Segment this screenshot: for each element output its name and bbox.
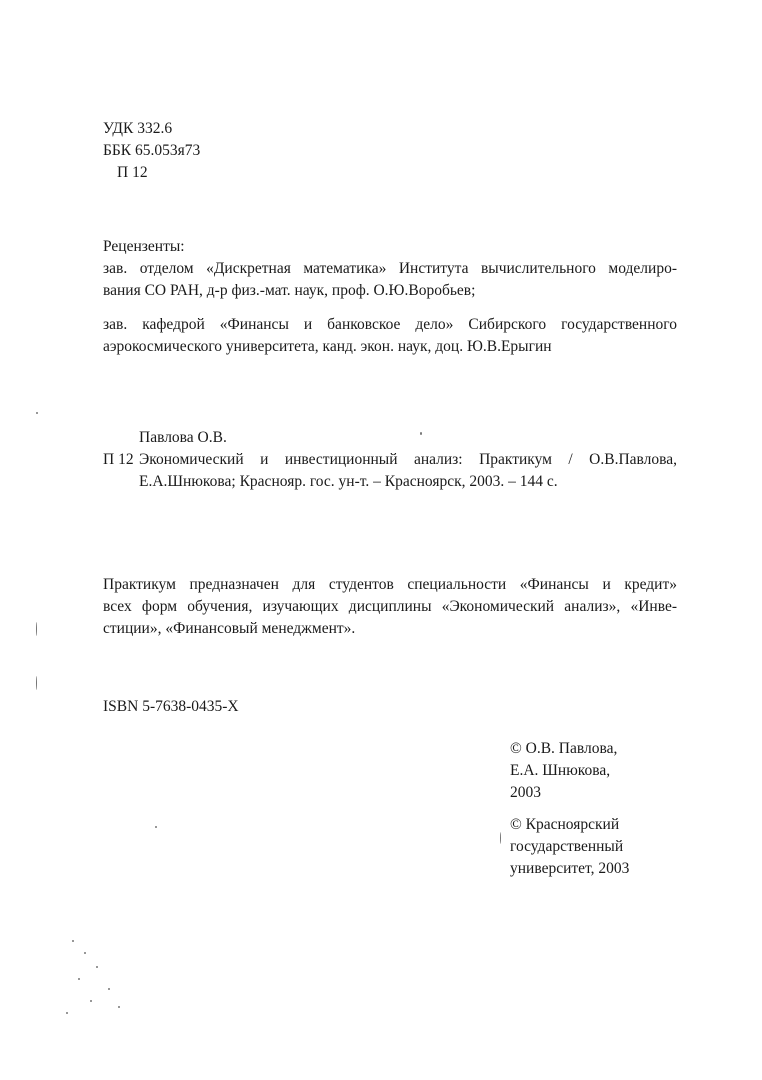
reviewer-1-line-2: вания СО РАН, д-р физ.-мат. наук, проф. О.Ю.Воробьев;	[103, 282, 476, 299]
classification-block	[103, 118, 200, 184]
author-mark: П 12	[117, 164, 148, 181]
annotation-line-2: всех форм обучения, изучающих дисциплины «Экономический анализ», «Инве-	[103, 598, 677, 615]
scan-speck	[420, 432, 422, 435]
entry-first-row	[103, 449, 677, 471]
copyright-authors-line-2: Е.А. Шнюкова,	[510, 762, 611, 779]
bbk-code: ББК 65.053я73	[103, 142, 201, 159]
reviewers-heading: Рецензенты:	[103, 238, 185, 255]
copyright-publisher-line-3: университет, 2003	[510, 860, 630, 877]
scan-speck	[96, 966, 98, 968]
copyright-authors-line-1: © О.В. Павлова,	[510, 740, 618, 757]
annotation-line-3: стиции», «Финансовый менеджмент».	[103, 620, 356, 637]
entry-title-line: Экономический и инвестиционный анализ: Практикум / О.В.Павлова,	[139, 451, 677, 468]
scan-speck	[66, 1012, 68, 1014]
catalog-entry	[103, 427, 677, 493]
reviewer-gap	[103, 302, 677, 314]
udk-code: УДК 332.6	[103, 120, 173, 137]
reviewer-2-line-1: зав. кафедрой «Финансы и банковское дело» Сибирского государственного	[103, 316, 677, 333]
entry-code: П 12	[103, 451, 134, 468]
copyright-publisher	[510, 814, 629, 880]
scan-speck	[90, 1000, 92, 1002]
reviewers-block	[103, 236, 677, 358]
reviewer-2-line-2: аэрокосмического университета, канд. экон. наук, доц. Ю.В.Ерыгин	[103, 338, 552, 355]
annotation-block	[103, 574, 677, 640]
scan-speck	[36, 412, 38, 414]
copyright-authors-line-3: 2003	[510, 784, 541, 801]
scan-speck	[72, 940, 74, 942]
copyright-publisher-line-1: © Красноярский	[510, 816, 620, 833]
scan-speck	[118, 1006, 120, 1008]
scan-speck	[155, 826, 157, 828]
copyright-publisher-line-2: государственный	[510, 838, 624, 855]
annotation-line-1: Практикум предназначен для студентов специальности «Финансы и кредит»	[103, 576, 677, 593]
scan-speck	[84, 952, 86, 954]
scan-speck	[36, 676, 37, 690]
scan-speck	[36, 622, 37, 636]
scan-speck	[108, 988, 110, 990]
entry-imprint-line: Е.А.Шнюкова; Краснояр. гос. ун-т. – Красноярск, 2003. – 144 с.	[139, 473, 558, 490]
reviewer-1-line-1: зав. отделом «Дискретная математика» Института вычислительного моделиро-	[103, 260, 677, 277]
entry-author: Павлова О.В.	[139, 429, 227, 446]
isbn: ISBN 5-7638-0435-X	[103, 698, 239, 715]
scan-speck	[500, 832, 501, 844]
scan-speck	[78, 978, 80, 980]
copyright-authors	[510, 738, 617, 804]
